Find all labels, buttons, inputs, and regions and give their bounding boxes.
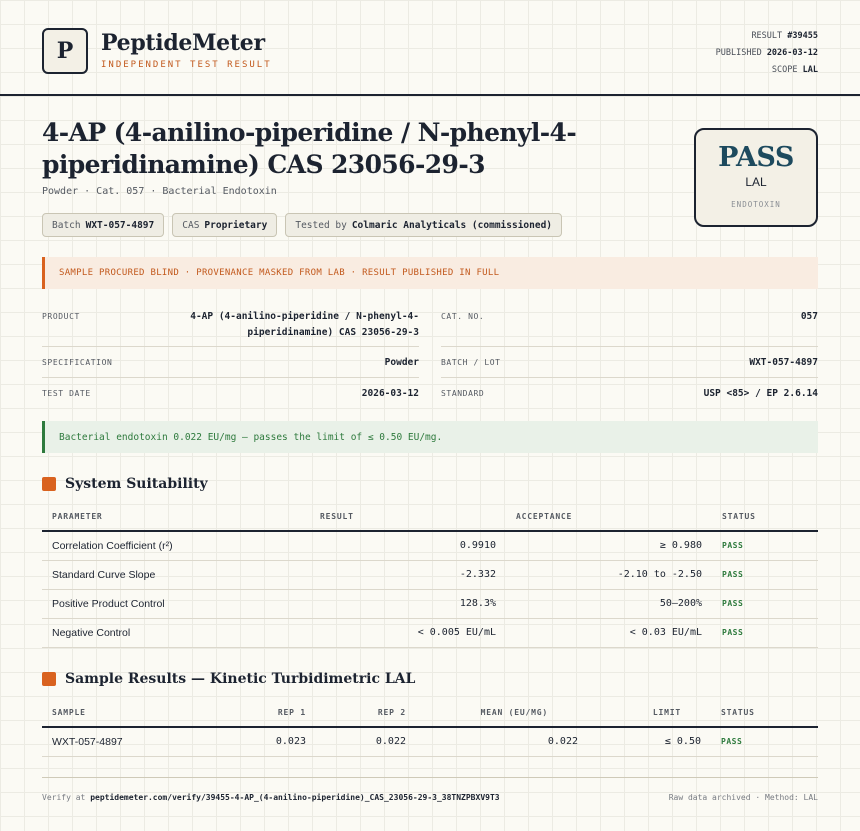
cell-sample: WXT-057-4897 [42,727,212,756]
spec-specification-label: SPECIFICATION [42,358,113,367]
col-result: RESULT [310,503,506,531]
report-meta [716,28,818,79]
col-status: STATUS [711,699,818,727]
status-badge: PASS [712,531,818,560]
cell-result: 128.3% [310,589,506,618]
section-title: System Suitability [65,476,208,492]
brand-tagline: INDEPENDENT TEST RESULT [101,60,272,70]
published-date: 2026-03-12 [766,48,818,58]
col-status: STATUS [712,503,818,531]
status-badge: PASS [712,618,818,647]
section-marker-icon [42,477,56,491]
table-row [42,560,818,589]
product-chips [42,213,562,237]
section-title: Sample Results — Kinetic Turbidimetric LAL [65,671,416,687]
result-summary: Bacterial endotoxin 0.022 EU/mg — passes the limit of ≤ 0.50 EU/mg. [42,421,818,453]
cell-limit: ≤ 0.50 [588,727,711,756]
batch-chip: Batch WXT-057-4897 [42,213,164,237]
table-header-row [42,503,818,531]
verdict-badge [694,128,818,227]
cell-parameter: Correlation Coefficient (r²) [42,531,310,560]
brand-name: PeptideMeter [101,30,265,56]
spec-product-label: PRODUCT [42,312,80,321]
spec-divider [441,377,818,378]
col-sample: SAMPLE [42,699,212,727]
spec-divider [42,377,419,378]
verify-prefix: Verify at [42,793,86,802]
col-rep2: REP 2 [316,699,416,727]
col-acceptance: ACCEPTANCE [506,503,712,531]
product-title: 4-AP (4-anilino-piperidine / N-phenyl-4-piperidinamine) CAS 23056-29-3 [42,118,577,179]
verdict-text: PASS [718,142,794,173]
spec-catno-value: 057 [800,311,818,322]
cell-acceptance: 50–200% [506,589,712,618]
tested-by-chip: Tested by Colmaric Analyticals (commissioned) [285,213,562,237]
spec-standard-label: STANDARD [441,389,485,398]
scope-value: LAL [802,65,818,75]
cell-parameter: Standard Curve Slope [42,560,310,589]
spec-standard-value: USP <85> / EP 2.6.14 [703,388,818,399]
table-row [42,589,818,618]
result-id-label: RESULT [751,31,783,41]
brand-logo: P [42,28,88,74]
spec-batch-value: WXT-057-4897 [749,357,818,368]
table-row [42,618,818,647]
procurement-notice: SAMPLE PROCURED BLIND · PROVENANCE MASKED FROM LAB · RESULT PUBLISHED IN FULL [42,257,818,289]
spec-batch-label: BATCH / LOT [441,358,501,367]
cell-result: 0.9910 [310,531,506,560]
col-parameter: PARAMETER [42,503,310,531]
cell-rep2: 0.022 [316,727,416,756]
status-badge: PASS [712,560,818,589]
table-row [42,727,818,756]
sample-results-heading [42,671,415,687]
verdict-category: ENDOTOXIN [731,200,781,209]
cell-mean: 0.022 [416,727,588,756]
spec-testdate-label: TEST DATE [42,389,91,398]
spec-divider [42,346,419,347]
verify-line [42,793,500,802]
sample-results-table [42,699,818,757]
scope-label: SCOPE [771,65,798,75]
spec-divider [441,346,818,347]
report-header [0,0,860,96]
table-row [42,531,818,560]
verify-link[interactable]: peptidemeter.com/verify/39455-4-AP_(4-anilino-piperidine)_CAS_23056-29-3_38TNZPBXV9T3 [90,793,500,802]
cas-chip: CAS Proprietary [172,213,277,237]
system-suitability-table [42,503,818,648]
cell-acceptance: -2.10 to -2.50 [506,560,712,589]
cell-acceptance: < 0.03 EU/mL [506,618,712,647]
cell-parameter: Negative Control [42,618,310,647]
col-rep1: REP 1 [212,699,316,727]
system-suitability-heading [42,476,208,492]
published-label: PUBLISHED [715,48,762,58]
spec-specification-value: Powder [384,357,419,368]
cell-result: -2.332 [310,560,506,589]
col-mean: MEAN (EU/MG) [416,699,588,727]
cell-parameter: Positive Product Control [42,589,310,618]
table-header-row [42,699,818,727]
verdict-method: LAL [745,175,767,189]
spec-product-value: 4-AP (4-anilino-piperidine / N-phenyl-4-piperidinamine) CAS 23056-29-3 [190,311,419,338]
section-marker-icon [42,672,56,686]
product-subline: Powder · Cat. 057 · Bacterial Endotoxin [42,186,277,197]
cell-rep1: 0.023 [212,727,316,756]
result-id: #39455 [787,31,818,41]
status-badge: PASS [712,589,818,618]
spec-catno-label: CAT. NO. [441,312,485,321]
status-badge: PASS [711,727,818,756]
col-limit: LIMIT [588,699,711,727]
cell-acceptance: ≥ 0.980 [506,531,712,560]
footer-method-note: Raw data archived · Method: LAL [668,793,818,802]
cell-result: < 0.005 EU/mL [310,618,506,647]
spec-testdate-value: 2026-03-12 [361,388,419,399]
footer-divider [42,777,818,778]
